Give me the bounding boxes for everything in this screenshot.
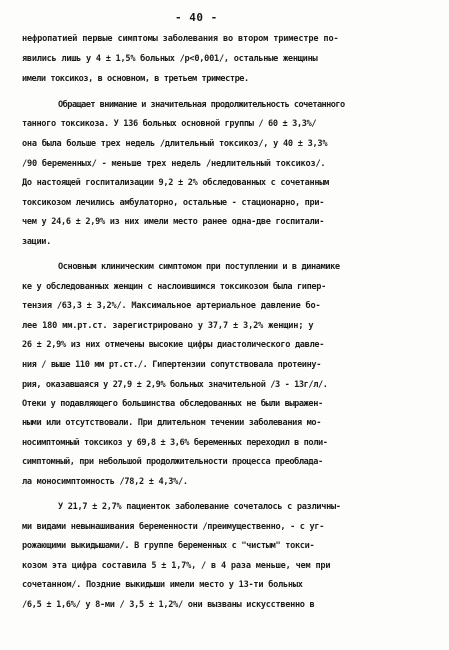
text-line: тензия /63,3 ± 3,2%/. Максимальное артериальное давление бо- <box>22 301 321 311</box>
text-line: /6,5 ± 1,6%/ у 8-ми / 3,5 ± 1,2%/ они вызваны искусственно в <box>22 600 315 610</box>
text-line: лее 180 мм.рт.ст. зарегистрировано у 37,7 ± 3,2% женщин; у <box>22 321 314 331</box>
text-line: До настоящей госпитализации 9,2 ± 2% обследованных с сочетанным <box>22 178 330 188</box>
text-line: носимптомный токсикоз у 69,8 ± 3,6% беременных переходил в поли- <box>22 438 328 448</box>
text-line: танного токсикоза. У 136 больных основной группы / 60 ± 3,3%/ <box>22 119 317 129</box>
text-line: нефропатией первые симптомы заболевания во втором триместре по- <box>22 34 339 44</box>
text-line: Основным клиническим симптомом при поступлении и в динамике <box>58 262 340 272</box>
text-line: ми видами невынашивания беременности /преимущественно, - с уг- <box>22 522 325 532</box>
text-line: сочетанном/. Поздние выкидыши имели место у 13-ти больных <box>22 580 303 590</box>
text-line: Отеки у подавляющего большинства обследованных не были выражен- <box>22 399 323 409</box>
page-number: - 40 - <box>175 11 218 24</box>
text-line: чем у 24,6 ± 2,9% из них имели место ранее одна-две госпитали- <box>22 217 325 227</box>
text-line: рия, оказавшаяся у 27,9 ± 2,9% больных значительной /3 - 13г/л/. <box>22 380 328 390</box>
text-line: ла моносимптомность /78,2 ± 4,3%/. <box>22 477 188 487</box>
text-line: ния / выше 110 мм рт.ст./. Гипертензии сопутствовала протеину- <box>22 360 322 370</box>
text-line: явились лишь у 4 ± 1,5% больных /р<0,001/, остальные женщины <box>22 54 318 64</box>
text-line: симптомный, при небольшой продолжительности процесса преоблада- <box>22 457 323 467</box>
text-line: 26 ± 2,9% из них отмечены высокие цифры диастолического давле- <box>22 340 325 350</box>
text-line: ными или отсутствовали. При длительном течении заболевания мо- <box>22 418 322 428</box>
text-line: У 21,7 ± 2,7% пациенток заболевание сочеталось с различны- <box>58 502 341 512</box>
text-line: имели токсикоз, в основном, в третьем триместре. <box>22 74 249 84</box>
text-line: зации. <box>22 237 51 247</box>
text-line: козом эта цифра составила 5 ± 1,7%, / в 4 раза меньше, чем при <box>22 561 331 571</box>
text-line: она была больше трех недель /длительный токсикоз/, у 40 ± 3,3% <box>22 139 328 149</box>
text-line: токсикозом лечились амбулаторно, остальные - стационарно, при- <box>22 198 325 208</box>
text-line: рожающими выкидышами/. В группе беременных с "чистым" токси- <box>22 541 315 551</box>
text-line: Обращает внимание и значительная продолжительность сочетанного <box>58 100 345 110</box>
text-line: ке у обследованных женщин с наслоившимся токсикозом была гипер- <box>22 282 326 292</box>
text-line: /90 беременных/ - меньше трех недель /недлительный токсикоз/. <box>22 159 326 169</box>
